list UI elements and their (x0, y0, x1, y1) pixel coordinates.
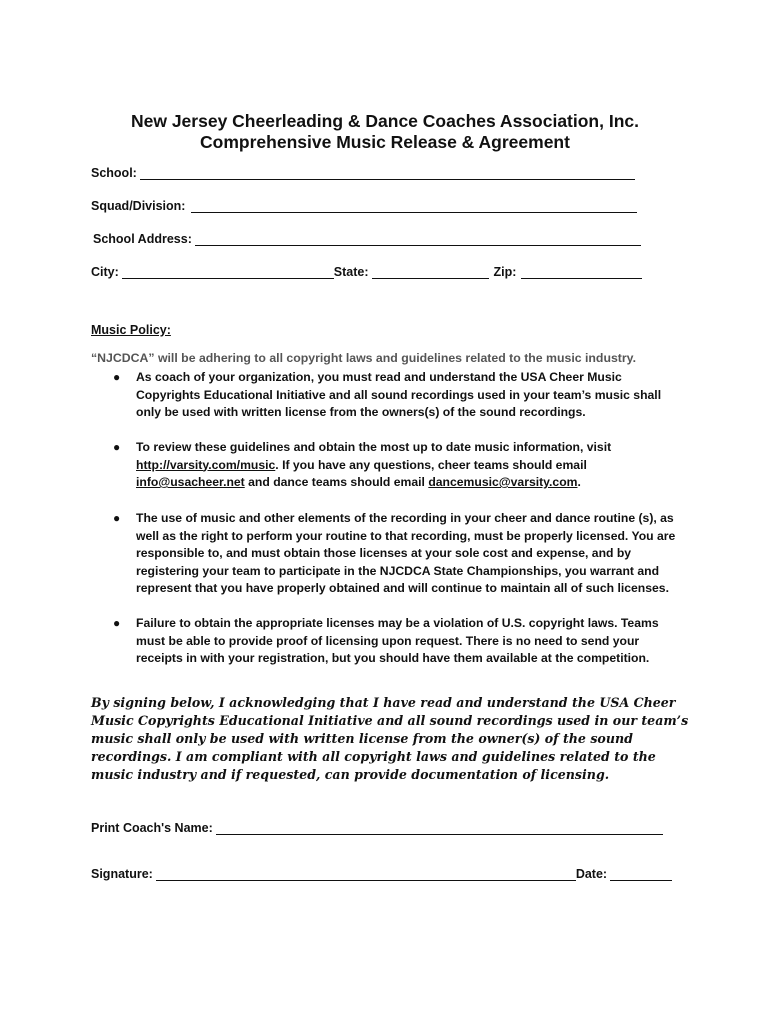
squad-field-row (91, 199, 637, 213)
coach-name-row (91, 821, 663, 835)
policy-bullet-4 (115, 615, 685, 668)
address-field-row (93, 232, 641, 246)
usacheer-email-link[interactable]: info@usacheer.net (136, 475, 245, 489)
squad-label: Squad/Division: (91, 199, 186, 213)
state-label: State: (333, 265, 369, 279)
document-subtitle: Comprehensive Music Release & Agreement (200, 132, 570, 152)
bullet-icon: ● (113, 511, 121, 525)
policy-bullet-4-text: Failure to obtain the appropriate licenses may be a violation of U.S. copyright laws. Teams must be able to provide proof of licensing upon request. There is no need to send your receipts in with your registration, but you should have them available at the competition. (136, 616, 659, 665)
policy-bullet-1-text: As coach of your organization, you must read and understand the USA Cheer Music Copyrights Educational Initiative and all sound recordings used in your team’s music shall only be used with written license from the owners(s) of the sound recordings. (136, 370, 662, 419)
policy-bullet-2-text (136, 439, 685, 492)
school-input-line[interactable] (140, 166, 635, 180)
city-label: City: (91, 265, 119, 279)
policy-bullet-2 (115, 439, 685, 492)
bullet-2-text-part1: To review these guidelines and obtain the most up to date music information, visit (136, 440, 612, 454)
coach-name-label: Print Coach's Name: (91, 821, 213, 835)
music-policy-heading: Music Policy: (91, 323, 171, 337)
city-state-zip-row (91, 265, 642, 279)
coach-name-input-line[interactable] (216, 821, 663, 835)
policy-bullet-3 (115, 510, 685, 598)
address-label: School Address: (93, 232, 192, 246)
school-label: School: (91, 166, 137, 180)
policy-bullet-1 (115, 369, 685, 422)
signature-date-row (91, 867, 672, 881)
zip-input-line[interactable] (521, 265, 642, 279)
varsity-music-link[interactable]: http://varsity.com/music (136, 457, 276, 472)
state-input-line[interactable] (372, 265, 489, 279)
address-input-line[interactable] (195, 232, 641, 246)
date-input-line[interactable] (610, 867, 672, 881)
bullet-2-text-part2: . If you have any questions, cheer teams should email (275, 457, 587, 472)
bullet-icon: ● (113, 440, 121, 454)
bullet-2-text-part3: and dance teams should email (248, 475, 425, 489)
acknowledgement-statement: By signing below, I acknowledging that I have read and understand the USA Cheer Music Copyrights Educational Initiative and all sound recordings used in our team’s music shall only be used with written license from the owner(s) of the sound recordings. I am compliant with all copyright laws and guidelines related to the music industry and if requested, can provide documentation of licensing. (91, 695, 689, 782)
signature-label: Signature: (91, 867, 153, 881)
signature-input-line[interactable] (156, 867, 576, 881)
dancemusic-email-link[interactable]: dancemusic@varsity.com (428, 475, 578, 489)
school-field-row (91, 166, 635, 180)
squad-input-line[interactable] (191, 199, 637, 213)
document-title: New Jersey Cheerleading & Dance Coaches Association, Inc. (130, 111, 639, 131)
city-input-line[interactable] (122, 265, 334, 279)
bullet-2-text-part4: . (577, 475, 581, 489)
music-policy-intro: “NJCDCA” will be adhering to all copyright laws and guidelines related to the music industry. (91, 351, 637, 365)
zip-label: Zip: (493, 265, 517, 279)
date-label: Date: (575, 867, 608, 881)
bullet-icon: ● (113, 616, 121, 630)
bullet-icon: ● (113, 370, 121, 384)
policy-bullet-3-text: The use of music and other elements of the recording in your cheer and dance routine (s), as well as the right to perform your routine to that recording, must be properly licensed. You are responsible to, and must obtain those licenses at your sole cost and expense, and by registering your team to participate in the NJCDCA State Championships, you warrant and represent that you have properly obtained and will continue to maintain all of such licenses. (136, 511, 676, 595)
